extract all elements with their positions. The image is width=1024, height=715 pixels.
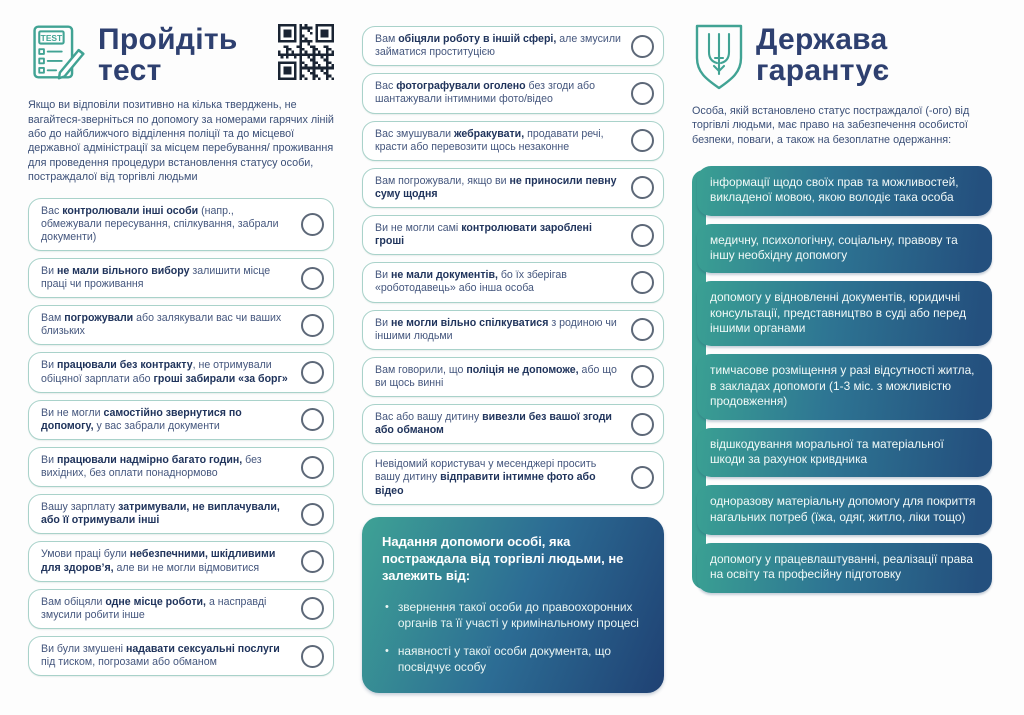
info-bullet-item xyxy=(382,644,646,675)
checkbox-circle[interactable] xyxy=(631,365,654,388)
checkbox-circle[interactable] xyxy=(631,318,654,341)
bullet-icon: • xyxy=(385,645,389,658)
checklist-item-text: Вас фотографували оголено без згоди або шантажували інтимними фото/відео xyxy=(375,80,596,106)
checklist-item-text: Ви працювали надмірно багато годин, без вихідних, без оплати понаднормово xyxy=(41,453,262,480)
info-bullet-text: наявності у такої особи документа, що посвідчує особу xyxy=(397,644,611,674)
checklist-item xyxy=(362,168,664,208)
svg-text:TEST: TEST xyxy=(40,32,63,43)
checklist-item xyxy=(362,451,664,504)
checklist-item-text: Вас змушували жебракувати, продавати речі, красти або перевозити щось незаконне xyxy=(375,127,604,153)
checklist-item xyxy=(28,494,334,534)
checklist-item-text: Вас контролювали інші особи (напр., обмежували пересування, спілкування, забрали документи) xyxy=(41,204,279,243)
checklist-item xyxy=(362,262,664,302)
checkbox-circle[interactable] xyxy=(631,271,654,294)
checklist-item xyxy=(28,447,334,487)
checkbox-circle[interactable] xyxy=(301,456,324,479)
info-box-title: Надання допомоги особі, яка постраждала від торгівлі людьми, не залежить від: xyxy=(382,533,624,583)
qr-code xyxy=(278,24,334,80)
checklist-item-text: Ви не могли самі контролювати зароблені гроші xyxy=(375,222,592,248)
checklist-item-text: Ви не могли вільно спілкуватися з родиною чи іншими людьми xyxy=(375,316,617,342)
guarantee-list xyxy=(697,166,992,593)
checklist-item xyxy=(28,198,334,251)
checklist-item xyxy=(28,589,334,629)
checklist-left xyxy=(28,198,334,677)
checkbox-circle[interactable] xyxy=(631,413,654,436)
checkbox-circle[interactable] xyxy=(301,550,324,573)
middle-column xyxy=(362,26,664,693)
checkbox-circle[interactable] xyxy=(301,213,324,236)
guarantee-item xyxy=(697,281,992,346)
checklist-item-text: Вам погрожували або залякували вас чи ваших близьких xyxy=(41,312,282,338)
checklist-item xyxy=(362,357,664,397)
checklist-item xyxy=(362,26,664,66)
guarantee-item-text: тимчасове розміщення у разі відсутності житла, в закладах допомоги (1-3 міс. з можливістю продовження) xyxy=(710,363,975,409)
checklist-item-text: Ви були змушені надавати сексуальні послуги під тиском, погрозами або обманом xyxy=(41,642,280,669)
checklist-item xyxy=(362,121,664,161)
checklist-item xyxy=(28,541,334,581)
checklist-item xyxy=(362,215,664,255)
guarantee-intro-text: Особа, якій встановлено статус постраждалої (-ого) від торгівлі людьми, має право на забезпечення особистої безпеки, поваги, а також на безоплатне одержання: xyxy=(692,105,970,146)
page-title-guarantee: Держава гарантує xyxy=(756,23,890,88)
checklist-item-text: Ви не могли самостійно звернутися по допомогу, у вас забрали документи xyxy=(41,406,242,432)
guarantee-item-text: допомогу у працевлаштуванні, реалізації права на освіту та професійну підготовку xyxy=(710,551,974,582)
checklist-item xyxy=(28,352,334,392)
test-clipboard-icon xyxy=(28,22,88,82)
checkbox-circle[interactable] xyxy=(631,35,654,58)
info-bullet-item xyxy=(382,600,646,631)
test-column xyxy=(28,22,334,676)
checklist-item-text: Ви не мали документів, бо їх зберігав «роботодавець» або інша особа xyxy=(375,269,567,295)
guarantee-item-text: одноразову матеріальну допомогу для покриття нагальних потреб (їжа, одяг, житло, ліки тощо) xyxy=(710,494,976,524)
test-intro-text: Якщо ви відповіли позитивно на кілька тверджень, не вагайтеся-зверніться по допомогу за номерами гарячих ліній або до найближчого відділення поліції та до місцевої державної адміністрації за місцем перебування/ проживання для проведення процедури встановлення статусу особи, постраждалої від торгівлі людьми xyxy=(28,99,334,184)
checklist-item xyxy=(28,258,334,298)
checkbox-circle[interactable] xyxy=(631,82,654,105)
guarantee-item xyxy=(697,166,992,216)
guarantee-item xyxy=(697,354,992,419)
checkbox-circle[interactable] xyxy=(301,645,324,668)
bullet-icon: • xyxy=(385,601,389,614)
checklist-item xyxy=(28,400,334,440)
guarantee-item-text: допомогу у відновленні документів, юридичні консультації, представництво в суді або перед іншими органами xyxy=(710,290,967,336)
checkbox-circle[interactable] xyxy=(631,129,654,152)
checkbox-circle[interactable] xyxy=(301,314,324,337)
guarantee-item xyxy=(697,543,992,593)
guarantee-item xyxy=(697,224,992,274)
checklist-item xyxy=(362,310,664,350)
checkbox-circle[interactable] xyxy=(301,361,324,384)
guarantee-item xyxy=(697,485,992,535)
checklist-item xyxy=(362,73,664,113)
checklist-item-text: Невідомий користувач у месенджері просить вашу дитину відправити інтимне фото або відео xyxy=(375,458,597,497)
guarantee-column xyxy=(692,22,992,593)
checklist-item xyxy=(28,305,334,345)
checklist-item-text: Вас або вашу дитину вивезли без вашої згоди або обманом xyxy=(375,411,612,437)
checklist-item-text: Вам обіцяли роботу в іншій сфері, але змусили займатися проституцією xyxy=(375,33,621,59)
checklist-item-text: Вам погрожували, якщо ви не приносили певну суму щодня xyxy=(375,174,617,200)
guarantee-strip xyxy=(692,166,992,593)
checklist-item-text: Ви не мали вільного вибору залишити місце праці чи проживання xyxy=(41,264,271,291)
guarantee-item-text: інформації щодо своїх прав та можливостей, викладеної мовою, якою володіє така особа xyxy=(710,175,959,205)
checkbox-circle[interactable] xyxy=(301,408,324,431)
checklist-item-text: Умови праці були небезпечними, шкідливими для здоров’я, але ви не могли відмовитися xyxy=(41,548,276,574)
info-box xyxy=(362,517,664,693)
checklist-item xyxy=(28,636,334,676)
checklist-item-text: Вашу зарплату затримували, не виплачували, або її отримували інші xyxy=(41,501,280,527)
checkbox-circle[interactable] xyxy=(631,466,654,489)
test-header xyxy=(28,22,334,86)
guarantee-item xyxy=(697,428,992,478)
checkbox-circle[interactable] xyxy=(301,267,324,290)
checklist-item xyxy=(362,404,664,444)
checklist-item-text: Вам говорили, що поліція не допоможе, або що ви щось винні xyxy=(375,363,617,389)
info-bullet-list xyxy=(382,600,646,675)
guarantee-header xyxy=(692,22,992,92)
checkbox-circle[interactable] xyxy=(631,224,654,247)
guarantee-item-text: медичну, психологічну, соціальну, правову та іншу необхідну допомогу xyxy=(710,232,958,263)
checkbox-circle[interactable] xyxy=(631,176,654,199)
checklist-item-text: Вам обіцяли одне місце роботи, а насправді змусили робити інше xyxy=(41,595,267,621)
info-bullet-text: звернення такої особи до правоохоронних органів та її участі у кримінальному процесі xyxy=(397,600,639,630)
checkbox-circle[interactable] xyxy=(301,503,324,526)
checklist-middle xyxy=(362,26,664,505)
trident-shield-icon xyxy=(692,22,746,92)
checklist-item-text: Ви працювали без контракту, не отримували обіцяної зарплати або гроші забирали «за борг» xyxy=(41,359,288,385)
checkbox-circle[interactable] xyxy=(301,597,324,620)
guarantee-item-text: відшкодування моральної та матеріальної шкоди за рахунок кривдника xyxy=(710,436,944,466)
page-title-test: Пройдіть тест xyxy=(98,23,238,88)
